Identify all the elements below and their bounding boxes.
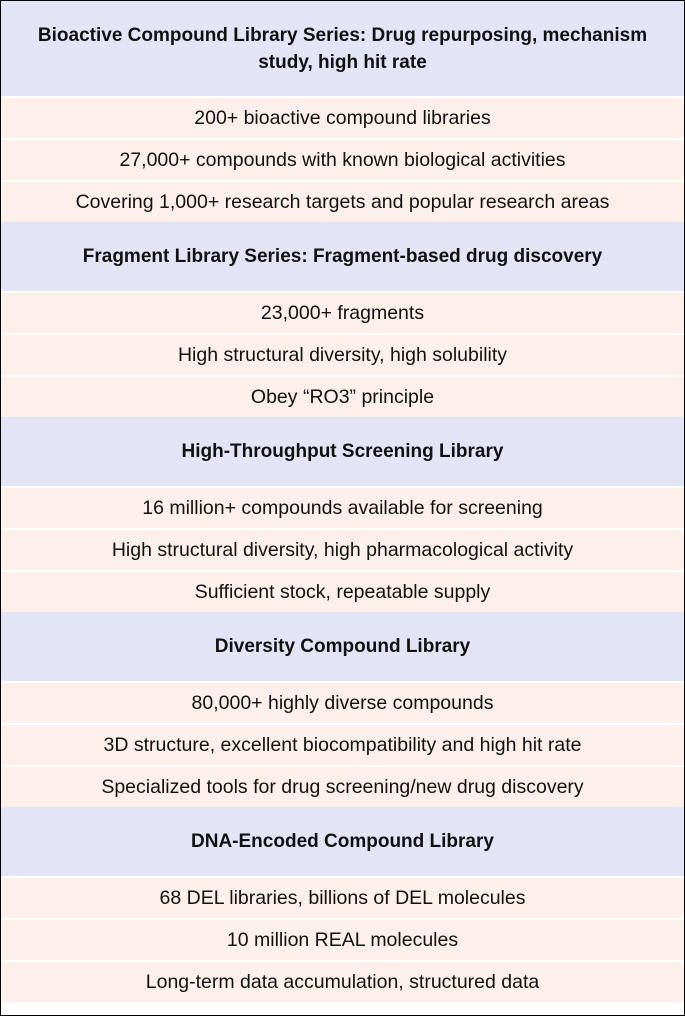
table-row: 16 million+ compounds available for screening xyxy=(1,486,684,528)
section-title: Bioactive Compound Library Series: Drug repurposing, mechanism study, high hit rate xyxy=(1,1,684,96)
table-row: Long-term data accumulation, structured data xyxy=(1,960,684,1002)
section-title: DNA-Encoded Compound Library xyxy=(1,807,684,876)
section-fragment xyxy=(1,222,684,417)
section-title: Diversity Compound Library xyxy=(1,612,684,681)
table-row: Specialized tools for drug screening/new drug discovery xyxy=(1,765,684,807)
table-row: Sufficient stock, repeatable supply xyxy=(1,570,684,612)
table-row: 23,000+ fragments xyxy=(1,291,684,333)
section-diversity xyxy=(1,612,684,807)
section-bioactive xyxy=(1,1,684,222)
table-row: 68 DEL libraries, billions of DEL molecules xyxy=(1,876,684,918)
table-row: 200+ bioactive compound libraries xyxy=(1,96,684,138)
table-row: High structural diversity, high solubility xyxy=(1,333,684,375)
table-row: 80,000+ highly diverse compounds xyxy=(1,681,684,723)
table-row: Covering 1,000+ research targets and popular research areas xyxy=(1,180,684,222)
section-del xyxy=(1,807,684,1002)
table-row: Obey “RO3” principle xyxy=(1,375,684,417)
section-rows xyxy=(1,486,684,612)
section-hts xyxy=(1,417,684,612)
section-title: Fragment Library Series: Fragment-based drug discovery xyxy=(1,222,684,291)
table-row: High structural diversity, high pharmacological activity xyxy=(1,528,684,570)
section-rows xyxy=(1,96,684,222)
table-row: 27,000+ compounds with known biological activities xyxy=(1,138,684,180)
section-rows xyxy=(1,681,684,807)
section-title: High-Throughput Screening Library xyxy=(1,417,684,486)
table-row: 3D structure, excellent biocompatibility and high hit rate xyxy=(1,723,684,765)
section-rows xyxy=(1,876,684,1002)
table-row: 10 million REAL molecules xyxy=(1,918,684,960)
section-rows xyxy=(1,291,684,417)
